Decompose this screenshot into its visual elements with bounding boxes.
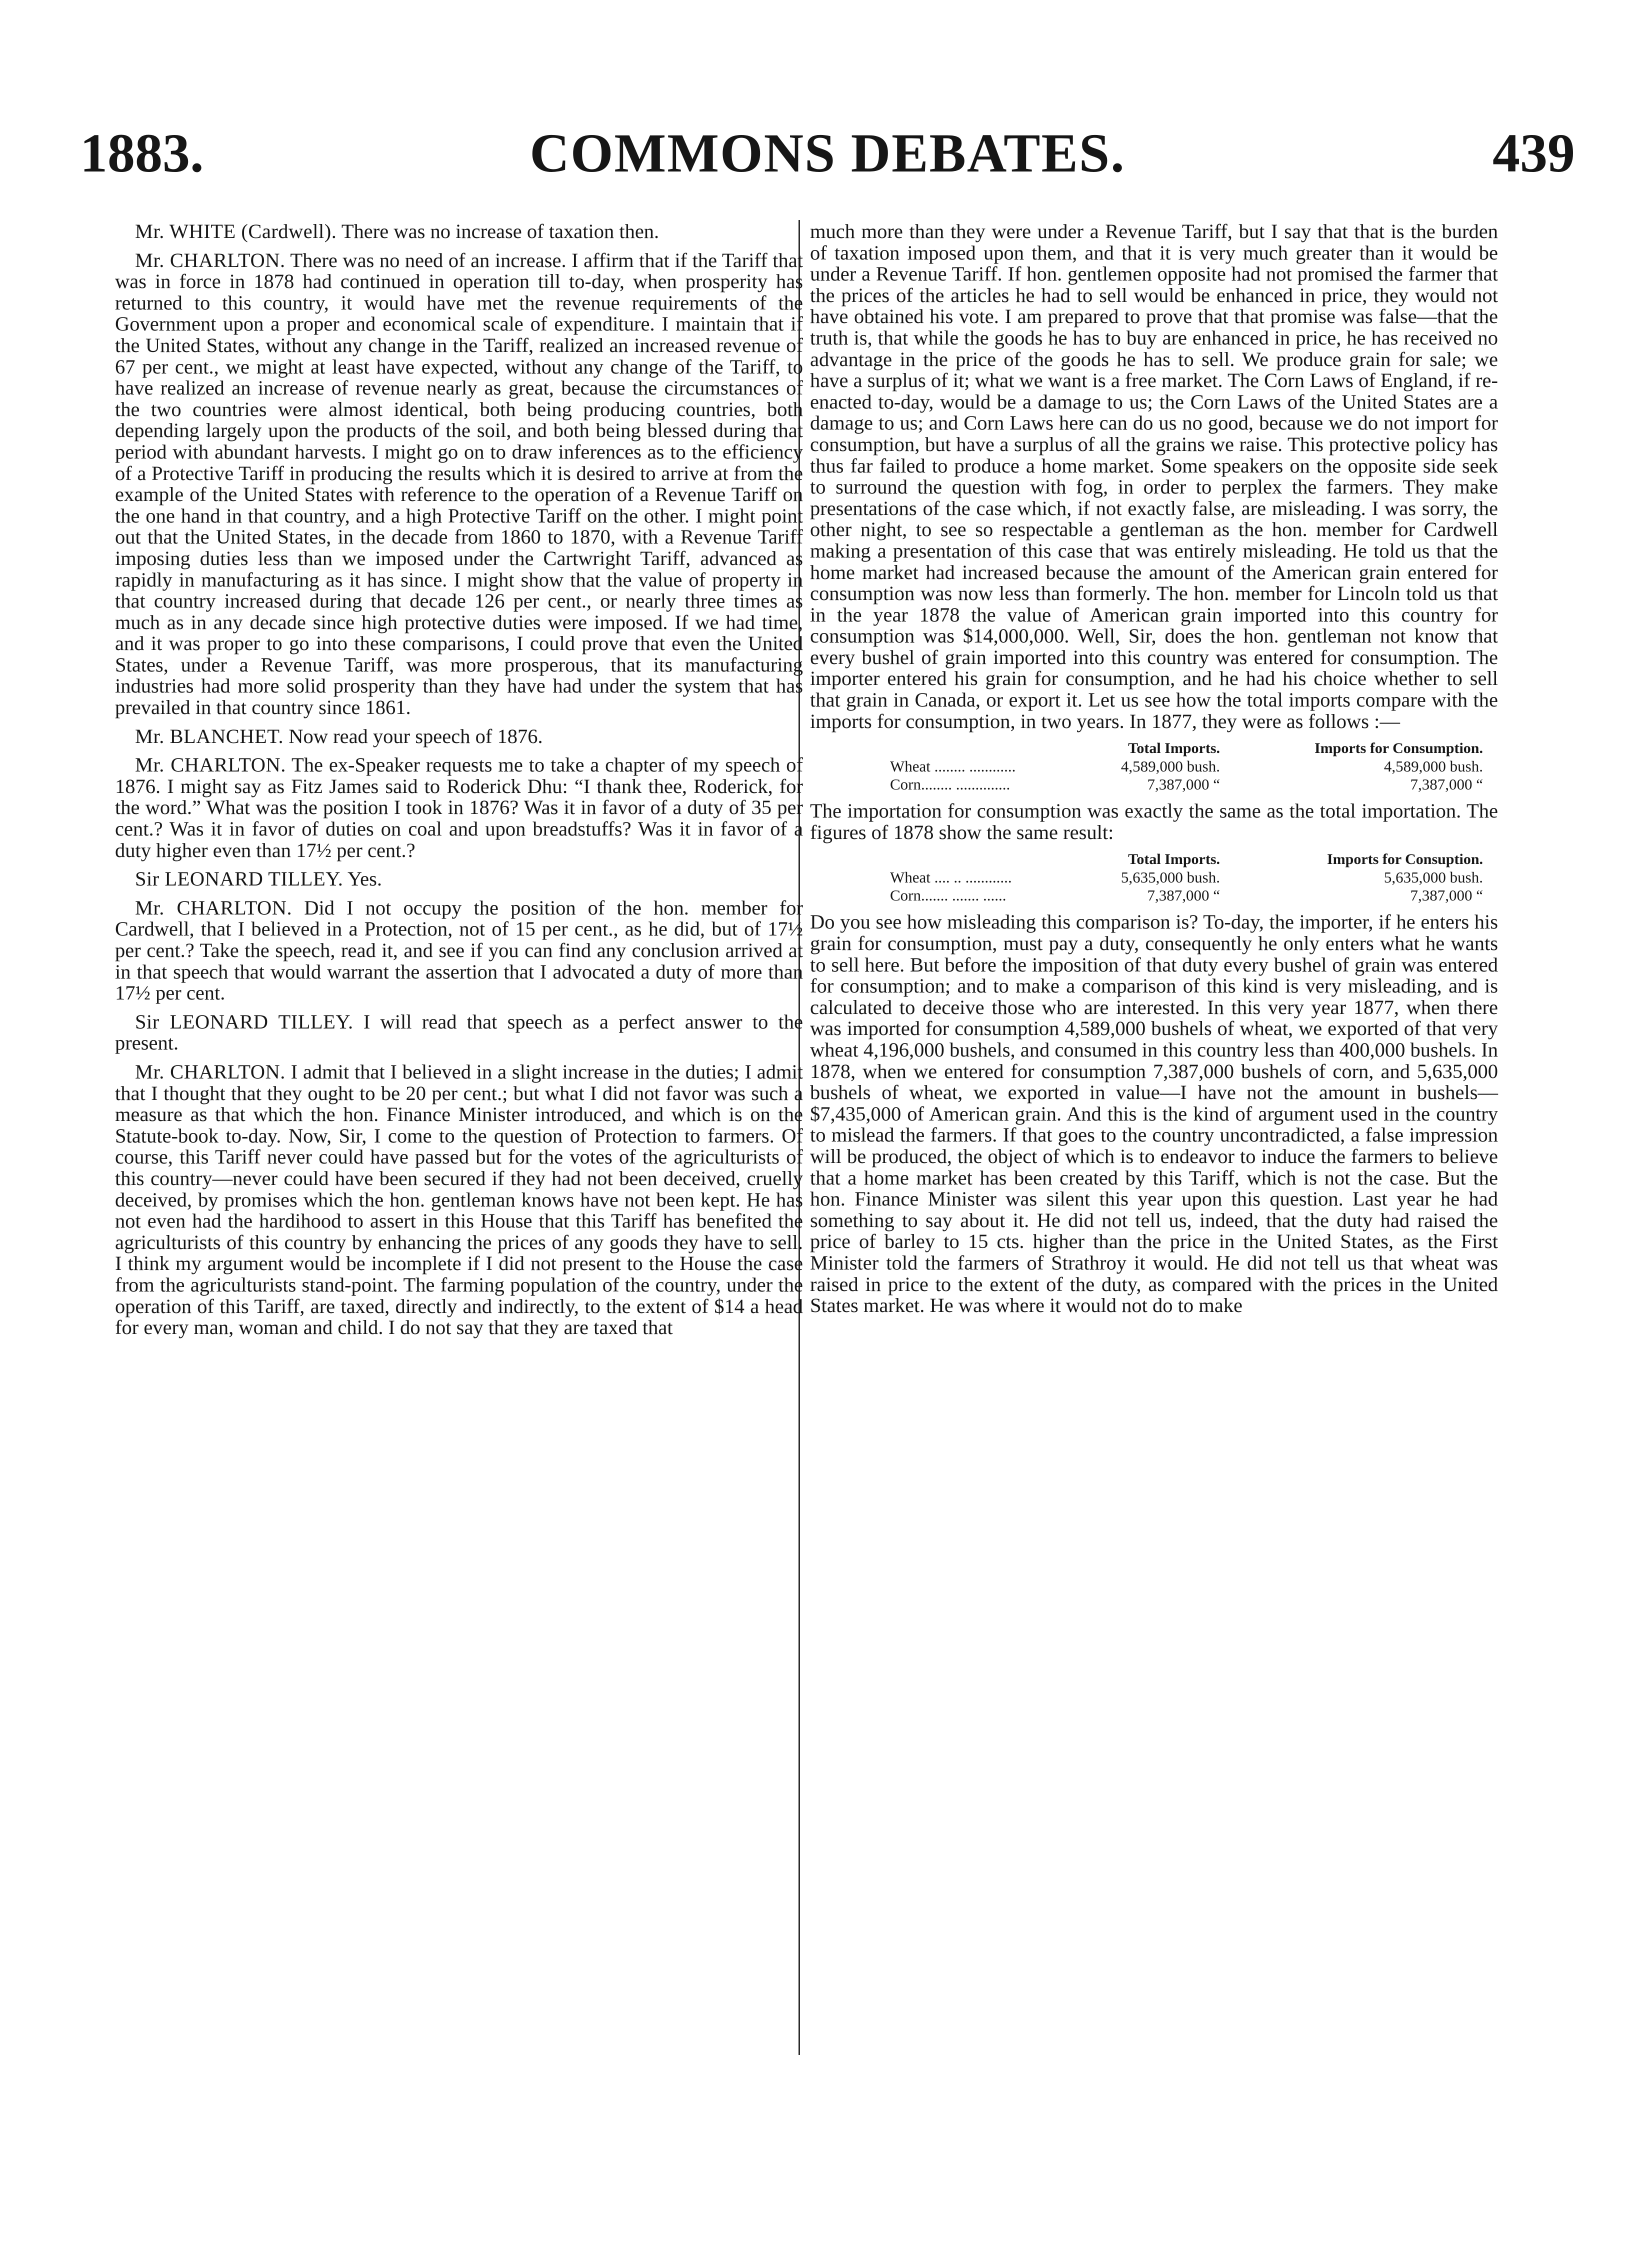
paragraph: The importation for consumption was exactly the same as the total importation. The figures of 1878 show the same result: xyxy=(810,800,1498,844)
page-year: 1883. xyxy=(80,122,204,184)
row-consumption: 4,589,000 bush. xyxy=(1384,758,1483,776)
row-item: Corn....... ....... ...... xyxy=(890,886,1006,904)
table-row xyxy=(810,886,1498,904)
paragraph xyxy=(115,1062,803,1338)
paragraph: Do you see how misleading this comparison is? To-day, the importer, if he enters his grain for consumption, must pay a duty, consequently he only enters what he wants to sell here. But before the imposition of that duty every bushel of grain was entered for consumption; and to make a comparison of this kind is very misleading, and is calculated to deceive those who are interested. In this very year 1877, when there was imported for consumption 4,589,000 bushels of wheat, we exported of that very wheat 4,196,000 bushels, and consumed in this country less than 400,000 bushels. In 1878, when we entered for consumption 7,387,000 bushels of corn, and 5,635,000 bushels of wheat, we exported in value—I have not the amount in bushels—$7,435,000 of American grain. And this is the kind of argument used in the country to mislead the farmers. If that goes to the country uncontradicted, a false impression will be produced, the object of which is to endeavor to induce the farmers to believe that a home market has been created by this Tariff, which is not the case. But the hon. Finance Minister was silent this year upon this question. Last year he had something to say about it. He did not tell us, indeed, that the duty had raised the price of barley to 15 cts. higher than the price in the United States, as the First Minister told the farmers of Strathroy it would. He did not tell us that wheat was raised in price to the extent of the duty, as compared with the prices in the United States market. He was where it would not do to make xyxy=(810,910,1498,1317)
table-row xyxy=(810,758,1498,776)
paragraph-text: I will read that speech as a perfect answer to the present. xyxy=(115,1010,804,1054)
table-row xyxy=(810,868,1498,886)
paragraph-text: Yes. xyxy=(347,868,382,890)
table-header xyxy=(810,740,1498,758)
page-number: 439 xyxy=(1492,122,1575,184)
column-header-total: Total Imports. xyxy=(1128,851,1220,868)
speaker-name: Sir LEONARD TILLEY. xyxy=(135,1010,354,1033)
row-total: 4,589,000 bush. xyxy=(1120,758,1220,776)
page-header xyxy=(80,103,1575,203)
paragraph xyxy=(115,221,803,242)
column-header-total: Total Imports. xyxy=(1128,740,1220,757)
paragraph-text: There was no need of an increase. I affirm that if the Tariff that was in force in 1878 had continued in operation till to-day, when prosperity has returned to this country, it would have met the revenue requirements of the Government upon a proper and economical scale of expenditure. I maintain that if the United States, without any change in the Tariff, realized an increased revenue of 67 per cent., we might at least have expected, without any change of the Tariff, to have realized an increase of revenue nearly as great, because the circumstances of the two countries were almost identical, both being producing countries, both depending largely upon the products of the soil, and both being blessed during that period with abundant harvests. I might go on to draw inferences as to the efficiency of a Protective Tariff in producing the results which it is desired to arrive at from the example of the United States with reference to the operation of a Revenue Tariff on the one hand in that country, and a high Protective Tariff on the other. I might point out that the United States, in the decade from 1860 to 1870, with a Revenue Tariff imposing duties less than we imposed under the Cartwright Tariff, advanced as rapidly in manufacturing as it has since. I might show that the value of property in that country increased during that decade 126 per cent., or nearly three times as much as in any decade since high protective duties were imposed. If we had time, and it was proper to go into these comparisons, I could prove that even the United States, under a Revenue Tariff, was more prosperous, that its manufacturing industries had more solid prosperity than they have had under the system that has prevailed in that country since 1861. xyxy=(115,248,803,719)
left-column xyxy=(115,221,803,1346)
row-consumption: 7,387,000 “ xyxy=(1410,886,1483,904)
row-consumption: 7,387,000 “ xyxy=(1410,776,1483,794)
paragraph xyxy=(115,898,803,1004)
paragraph xyxy=(115,754,803,861)
row-total: 5,635,000 bush. xyxy=(1120,868,1220,886)
paragraph-text: The ex-Speaker requests me to take a chapter of my speech of 1876. I might say as Fitz James said to Roderick Dhu: “I thank thee, Roderick, for the word.” What was the position I took in 1876? Was it in favor of a duty of 35 per cent.? Was it in favor of duties on coal and upon breadstuffs? Was it in favor of a duty higher even than 17½ per cent.? xyxy=(115,754,803,862)
paragraph-text: Did I not occupy the position of the hon. member for Cardwell, that I believed in a Protection, not of 15 per cent., as he did, but of 17½ per cent.? Take the speech, read it, and see if you can find any conclusion arrived at in that speech that would warrant the assertion that I advocated a duty of more than 17½ per cent. xyxy=(115,896,804,1004)
column-header-consumption: Imports for Consuption. xyxy=(1327,851,1483,868)
row-item: Wheat ........ ............ xyxy=(890,758,1016,776)
speaker-name: Sir LEONARD TILLEY. xyxy=(135,868,344,890)
speaker-name: Mr. BLANCHET. xyxy=(135,724,284,748)
column-header-consumption: Imports for Consumption. xyxy=(1314,740,1483,757)
page-title: COMMONS DEBATES. xyxy=(530,122,1126,184)
paragraph xyxy=(115,250,803,718)
paragraph xyxy=(115,726,803,748)
paragraph: much more than they were under a Revenue Tariff, but I say that that is the burden of taxation imposed upon them, and that it is very much greater than it would be under a Revenue Tariff. If hon. gentlemen opposite had not promised the farmer that the prices of the articles he had to sell would be enhanced in price, they would not have obtained his vote. I am prepared to prove that that promise was false—that the truth is, that while the goods he has to buy are enhanced in price, he has received no advantage in the price of the goods he has to sell. We produce grain for sale; we have a surplus of it; what we want is a free market. The Corn Laws of England, if re-enacted to-day, would be a damage to us; the Corn Laws of the United States are a damage to us; and Corn Laws here can do us no good, because we do not import for consumption, but have a surplus of all the grains we raise. This protective policy has thus far failed to produce a home market. Some speakers on the opposite side seek to surround the question with fog, in order to perplex the farmers. They make presentations of the case which, if not exactly false, are misleading. I was sorry, the other night, to see so respectable a gentleman as the hon. member for Cardwell making a presentation of this case that was entirely misleading. He told us that the home market had increased because the amount of the American grain entered for consumption was now less than formerly. The hon. member for Lincoln told us that in the year 1878 the value of American grain imported into this country for consumption was $14,000,000. Well, Sir, does the hon. gentleman not know that every bushel of grain imported into this country was entered for consumption. The importer entered his grain for consumption, and he had his choice whether to sell that grain in Canada, or export it. Let us see how the total imports compare with the imports for consumption, in two years. In 1877, they were as follows :— xyxy=(810,220,1498,732)
speaker-name: Mr. WHITE (Cardwell). xyxy=(135,220,337,242)
speaker-name: Mr. CHARLTON. xyxy=(135,1060,286,1083)
row-total: 7,387,000 “ xyxy=(1147,886,1220,904)
speaker-name: Mr. CHARLTON. xyxy=(135,896,292,919)
row-consumption: 5,635,000 bush. xyxy=(1384,868,1483,886)
imports-table-1878 xyxy=(810,850,1498,904)
paragraph-text: I admit that I believed in a slight increase in the duties; I admit that I thought that they ought to be 20 per cent.; but what I did not favor was such a measure as that which the hon. Finance Minister introduced, and which is on the Statute-book to-day. Now, Sir, I come to the question of Protection to farmers. Of course, this Tariff never could have passed but for the votes of the agriculturists of this country—never could have been secured if they had not been deceived, cruelly deceived, by promises which the hon. gentleman knows have not been kept. He has not even had the hardihood to assert in this House that this Tariff has benefited the agriculturists of this country by enhancing the prices of any goods they have to sell. I think my argument would be incomplete if I did not present to the House the case from the agriculturists stand-point. The farming population of the country, under the operation of this Tariff, are taxed, directly and indirectly, to the extent of $14 a head for every man, woman and child. I do not say that they are taxed that xyxy=(115,1060,804,1339)
paragraph-text: Now read your speech of 1876. xyxy=(288,724,543,748)
paragraph xyxy=(115,868,803,890)
imports-table-1877 xyxy=(810,740,1498,794)
right-column xyxy=(810,221,1498,1324)
table-row xyxy=(810,776,1498,794)
row-total: 7,387,000 “ xyxy=(1147,776,1220,794)
speaker-name: Mr. CHARLTON. xyxy=(135,754,286,776)
speaker-name: Mr. CHARLTON. xyxy=(135,248,286,272)
row-item: Wheat .... .. ............ xyxy=(890,868,1012,886)
row-item: Corn........ .............. xyxy=(890,776,1010,794)
table-header xyxy=(810,850,1498,868)
paragraph-text: There was no increase of taxation then. xyxy=(341,220,660,242)
paragraph xyxy=(115,1012,803,1054)
